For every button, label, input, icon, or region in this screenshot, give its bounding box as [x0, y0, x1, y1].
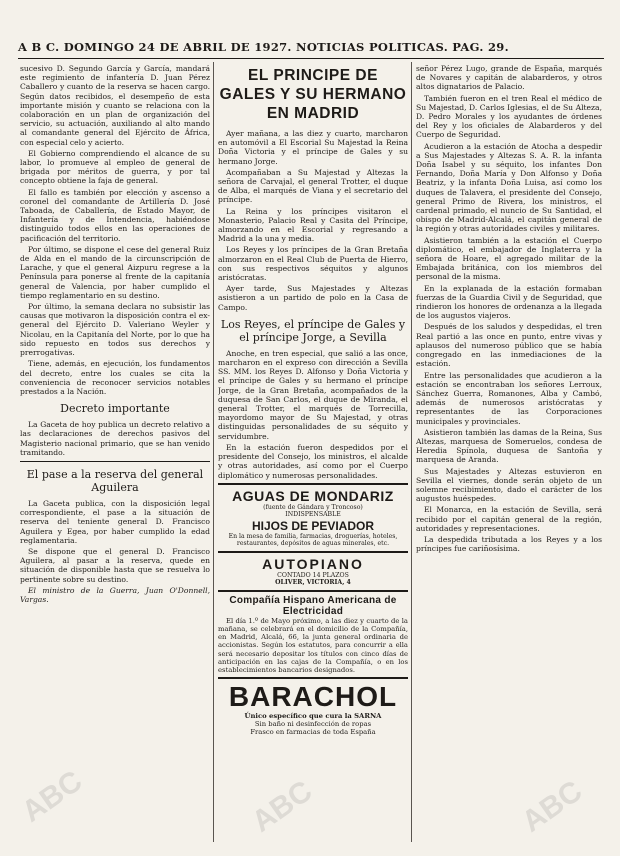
article-paragraph: La despedida tributada a los Reyes y a los príncipes fue cariñosísima. — [416, 534, 602, 554]
ad-hispano-americana — [218, 595, 408, 674]
ad-mondariz-brand: HIJOS DE PEVIADOR — [251, 518, 375, 533]
ad-divider — [218, 677, 408, 679]
article-paragraph: Entre las personalidades que acudieron a la estación se encontraban los señores Lerroux, Sánchez Guerra, Romanones, Alba y Cambó, además de numerosos aristócratas y representantes de las Corporaciones municipales y provinciales. — [416, 370, 602, 426]
article-paragraph: En la estación fueron despedidos por el presidente del Consejo, los ministros, el alcalde y otras autoridades, así como por el Cuerpo diplomático y numerosas personalidades. — [218, 442, 408, 480]
column-2 — [218, 64, 408, 842]
article-paragraph: Tiene, además, en ejecución, los fundamentos del decreto, entre los cuales se cita la conveniencia de reconocer servicios notables prestados a la Nación. — [20, 359, 210, 396]
ad-autopiano-address: OLIVER, VICTORIA, 4 — [275, 579, 351, 587]
article-paragraph: Se dispone que el general D. Francisco Aguilera, al pasar a la reserva, quede en situación de disponible hasta que se resuelva lo pertinente sobre su destino. — [20, 546, 210, 584]
ad-divider — [218, 551, 408, 553]
article-paragraph: Ayer tarde, Sus Majestades y Altezas asistieron a un partido de polo en la Casa de Campo. — [218, 284, 408, 312]
article-paragraph: La Gaceta de hoy publica un decreto relativo a las declaraciones de derechos pasivos del Magisterio nacional primario, que se han venido tramitando. — [20, 420, 210, 457]
article-paragraph: Por último, se dispone el cese del general Ruiz de Alda en el mando de la circunscripción de Larache, y que el general Aizpuru regrese a la Península para ponerse al frente de la capitanía general de Valencia, por haber cumplido el tiempo reglamentario en su destino. — [20, 244, 210, 300]
article-paragraph: Después de los saludos y despedidas, el tren Real partió a las once en punto, entre vivas y aplausos del numeroso público que se había congregado en las inmediaciones de la estación. — [416, 322, 602, 369]
ad-barachol-line2: Sin baño ni desinfección de ropas — [254, 720, 372, 729]
article-paragraph: Sus Majestades y Altezas estuvieron en Sevilla el viernes, donde serán objeto de un solemne recibimiento, dado el carácter de los augustos huéspedes. — [416, 466, 602, 504]
article-paragraph: Ayer mañana, a las diez y cuarto, marcharon en automóvil a El Escorial Su Majestad la Reina Doña Victoria y el príncipe de Gales y su hermano Jorge. — [218, 129, 408, 166]
article-paragraph: El Monarca, en la estación de Sevilla, será recibido por el capitán general de la región, autoridades y representaciones. — [416, 505, 602, 533]
article-paragraph: La Gaceta publica, con la disposición legal correspondiente, el pase a la situación de reserva del teniente general D. Francisco Aguilera y Egea, por haber cumplido la edad reglamentaria. — [20, 498, 210, 545]
article-paragraph: Acudieron a la estación de Atocha a despedir a Sus Majestades y Altezas S. A. R. la infanta Doña Isabel y su séquito, los infantes Don Fernando, Doña María y Don Alfonso y Doña Beatriz, y la infanta Doña Luisa, así como los duques de Talavera, el presidente del Consejo, general Primo de Rivera, los ministros, el cardenal primado, el nuncio de Su Santidad, el obispo de Madrid-Alcalá, el capitán general de la región y otras autoridades civiles y militares. — [416, 141, 602, 234]
watermark-stamp: ABC — [516, 774, 589, 839]
ad-barachol-title: BARACHOL — [228, 681, 398, 713]
article-paragraph: Acompañaban a Su Majestad y Altezas la señora de Carvajal, el general Trotter, el duque de Alba, el marqués de Viana y el secretario del príncipe. — [218, 167, 408, 205]
column-3 — [416, 64, 602, 842]
article-paragraph: El Gobierno comprendiendo el alcance de su labor, lo promueve al empleo de general de brigada por méritos de guerra, y por tal concepto obtiene la faja de general. — [20, 148, 210, 186]
article-paragraph: Asistieron también las damas de la Reina, Sus Altezas, marquesa de Someruelos, condesa de Heredia Spínola, duquesa de Santoña y marquesa de Aranda. — [416, 427, 602, 465]
ad-hispano-title: Compañía Hispano Americana de Electricidad — [229, 594, 397, 617]
article-paragraph: La Reina y los príncipes visitaron el Monasterio, Palacio Real y Casita del Príncipe, almorzando en el Escorial y regresando a Madrid a la una y media. — [218, 206, 408, 244]
watermark-stamp: ABC — [16, 764, 89, 829]
ad-barachol-line3: Frasco en farmacias de toda España — [250, 728, 376, 737]
headline-decreto: Decreto importante — [60, 402, 170, 416]
ad-barachol — [218, 682, 408, 736]
ad-mondariz — [218, 488, 408, 548]
headline-aguilera: El pase a la reserva del general Aguilera — [26, 467, 204, 494]
ad-mondariz-tag: INDISPENSABLE — [285, 511, 341, 519]
column-1 — [20, 64, 210, 842]
headline-sevilla: Los Reyes, el príncipe de Gales y el príncipe Jorge, a Sevilla — [220, 317, 406, 344]
article-paragraph: señor Pérez Lugo, grande de España, marqués de Novares y capitán de alabarderos, y otros altos dignatarios de Palacio. — [416, 64, 602, 92]
article-paragraph: Anoche, en tren especial, que salió a las once, marcharon en el expreso con dirección a Sevilla SS. MM. los Reyes D. Alfonso y Doña Victoria y el príncipe de Gales y su hermano el príncipe Jorge, de la Gran Bretaña, acompañados de la duquesa de San Carlos, el duque de Miranda, el general Trotter, el marqués de Torrecilla, mayordomo mayor de Su Majestad, y otras distinguidas personalidades de su séquito y servidumbre. — [218, 348, 408, 441]
article-paragraph: También fueron en el tren Real el médico de Su Majestad, D. Carlos Iglesias, el de Su Alteza, D. Pedro Morales y los ayudantes de órdenes del Rey y los oficiales de Alabarderos y del Cuerpo de Seguridad. — [416, 93, 602, 140]
article-paragraph: Los Reyes y los príncipes de la Gran Bretaña almorzaron en el Real Club de Puerta de Hierro, con sus respectivos séquitos y algunos aristócratas. — [218, 245, 408, 283]
divider — [20, 461, 210, 462]
headline-principe-gales: EL PRINCIPE DE GALES Y SU HERMANO EN MADRID — [219, 67, 407, 122]
ad-mondariz-title: AGUAS DE MONDARIZ — [232, 487, 394, 504]
ad-barachol-line1: Único específico que cura la SARNA — [244, 712, 382, 721]
ad-divider — [218, 483, 408, 485]
article-paragraph: Por último, la semana declara no subsistir las causas que motivaron la disposición contra el ex-general del Ejército D. Valeriano Weyler y Nicolau, en la Capitanía del Norte, por lo que ha sido repuesto en todos sus derechos y prerrogativas. — [20, 302, 210, 358]
watermark-stamp: ABC — [246, 774, 319, 839]
column-rule-1 — [213, 62, 214, 842]
ad-divider — [218, 590, 408, 592]
article-paragraph: En la explanada de la estación formaban fuerzas de la Guardia Civil y de Seguridad, que rindieron los honores de ordenanza a la llegada de los augustos viajeros. — [416, 283, 602, 321]
article-signature: El ministro de la Guerra, Juan O'Donnell, Vargas. — [20, 585, 210, 604]
ad-mondariz-sub: (fuente de Gándara y Troncoso) — [263, 503, 363, 511]
ad-autopiano-terms: CONTADO 14 PLAZOS — [277, 571, 349, 579]
ad-autopiano-title: AUTOPIANO — [262, 555, 364, 572]
column-rule-2 — [411, 62, 412, 842]
ad-hispano-text: El día 1.º de Mayo próximo, a las diez y cuarto de la mañana, se celebrará en el domicilio de la Compañía, en Madrid, Alcalá, 66, la junta general ordinaria de accionistas. Según los estatutos, para concurrir a ella será necesario depositar los títulos con cinco días de anticipación en las cajas de la Compañía, o en los establecimientos bancarios designados. — [218, 616, 408, 674]
ad-autopiano — [218, 556, 408, 587]
article-paragraph: Asistieron también a la estación el Cuerpo diplomático, el embajador de Inglaterra y la señora de Hoare, el agregado militar de la Embajada británica, con los miembros del personal de la misma. — [416, 235, 602, 282]
article-paragraph: sucesivo D. Segundo García y García, mandará este regimiento de infantería D. Juan Pérez Caballero y cuanto de la reserva se hacen cargo. Según datos recibidos, el desempeño de esta importante misión y cuanto se relaciona con la colaboración en un plan de organización del servicio, su actuación, auxiliando al alto mando al comandante general del Ejército de África, con especial celo y acierto. — [20, 64, 210, 147]
article-paragraph: El fallo es también por elección y ascenso a coronel del comandante de Artillería D. José Taboada, de Caballería, de Estado Mayor, de Infantería y de Intendencia, habiéndose distinguido todos ellos en las operaciones de pacificación del territorio. — [20, 187, 210, 243]
page-masthead: A B C. DOMINGO 24 DE ABRIL DE 1927. NOTICIAS POLITICAS. PAG. 29. — [18, 38, 604, 59]
ad-mondariz-text: En la mesa de familia, farmacias, droguerías, hoteles, restaurantes, depósitos de aguas minerales, etc. — [228, 532, 398, 548]
